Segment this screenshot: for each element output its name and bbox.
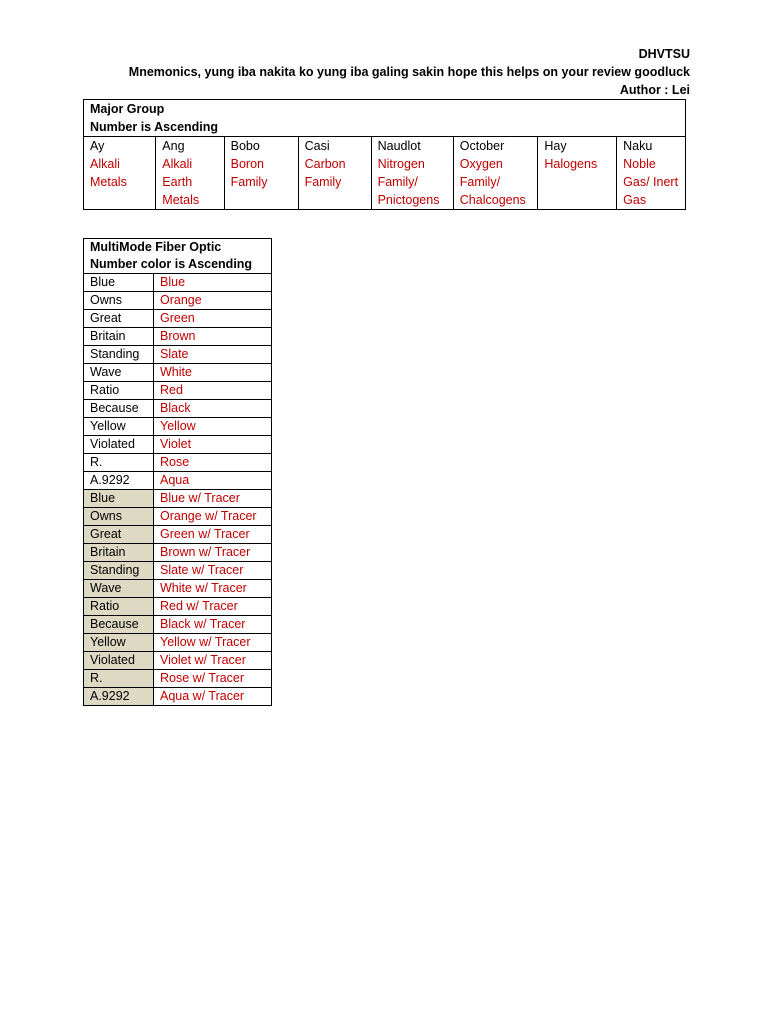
- fiber-row: [84, 598, 272, 616]
- fiber-color: Slate w/ Tracer: [154, 562, 272, 580]
- fiber-word: Britain: [84, 544, 154, 562]
- fiber-row: [84, 274, 272, 292]
- fiber-row: [84, 634, 272, 652]
- fiber-color: Red: [154, 382, 272, 400]
- fiber-color: Green: [154, 310, 272, 328]
- fiber-optic-table: [83, 238, 272, 706]
- fiber-color: Red w/ Tracer: [154, 598, 272, 616]
- group-word: Casi: [298, 137, 371, 156]
- fiber-color: Brown: [154, 328, 272, 346]
- fiber-word: Violated: [84, 652, 154, 670]
- author-line: Author : Lei: [619, 83, 690, 97]
- fiber-row: [84, 346, 272, 364]
- fiber-color: Rose w/ Tracer: [154, 670, 272, 688]
- major-group-title: Major Group: [84, 100, 686, 119]
- group-meaning: Noble Gas/ Inert Gas: [617, 155, 686, 210]
- group-meaning: Halogens: [538, 155, 617, 210]
- major-group-table: [83, 99, 686, 210]
- fiber-word: A.9292: [84, 472, 154, 490]
- group-meaning: Carbon Family: [298, 155, 371, 210]
- fiber-row: [84, 364, 272, 382]
- fiber-color: Brown w/ Tracer: [154, 544, 272, 562]
- group-word: Bobo: [224, 137, 298, 156]
- fiber-color: Yellow w/ Tracer: [154, 634, 272, 652]
- fiber-color: Orange: [154, 292, 272, 310]
- group-meaning: Boron Family: [224, 155, 298, 210]
- group-word: Naudlot: [371, 137, 453, 156]
- fiber-word: Ratio: [84, 382, 154, 400]
- group-meaning: Alkali Earth Metals: [156, 155, 224, 210]
- fiber-row: [84, 418, 272, 436]
- fiber-row: [84, 580, 272, 598]
- fiber-row: [84, 328, 272, 346]
- fiber-word: Owns: [84, 292, 154, 310]
- fiber-word: A.9292: [84, 688, 154, 706]
- fiber-color: Orange w/ Tracer: [154, 508, 272, 526]
- fiber-color: Slate: [154, 346, 272, 364]
- fiber-row: [84, 544, 272, 562]
- fiber-optic-subtitle: Number color is Ascending: [84, 256, 272, 274]
- fiber-row: [84, 310, 272, 328]
- fiber-word: Yellow: [84, 634, 154, 652]
- major-group-subtitle: Number is Ascending: [84, 118, 686, 137]
- fiber-word: R.: [84, 670, 154, 688]
- fiber-color: Aqua w/ Tracer: [154, 688, 272, 706]
- group-word: Hay: [538, 137, 617, 156]
- fiber-word: Owns: [84, 508, 154, 526]
- group-word: Ang: [156, 137, 224, 156]
- fiber-word: Violated: [84, 436, 154, 454]
- fiber-color: White w/ Tracer: [154, 580, 272, 598]
- fiber-color: Aqua: [154, 472, 272, 490]
- group-meaning-row: [84, 155, 686, 210]
- fiber-word: Wave: [84, 580, 154, 598]
- fiber-color: White: [154, 364, 272, 382]
- fiber-row: [84, 508, 272, 526]
- fiber-color: Violet w/ Tracer: [154, 652, 272, 670]
- fiber-row: [84, 562, 272, 580]
- fiber-color: Black: [154, 400, 272, 418]
- fiber-word: Because: [84, 400, 154, 418]
- group-meaning: Oxygen Family/ Chalcogens: [453, 155, 538, 210]
- fiber-word: Britain: [84, 328, 154, 346]
- fiber-row: [84, 436, 272, 454]
- fiber-row: [84, 688, 272, 706]
- fiber-word: Yellow: [84, 418, 154, 436]
- fiber-row: [84, 292, 272, 310]
- fiber-color: Blue: [154, 274, 272, 292]
- org-name: DHVTSU: [638, 47, 690, 61]
- document-subtitle: Mnemonics, yung iba nakita ko yung iba galing sakin hope this helps on your review goodluck: [128, 65, 690, 79]
- group-word: Naku: [617, 137, 686, 156]
- group-word: Ay: [84, 137, 156, 156]
- fiber-word: Wave: [84, 364, 154, 382]
- fiber-row: [84, 670, 272, 688]
- fiber-row: [84, 454, 272, 472]
- fiber-word: Great: [84, 526, 154, 544]
- group-word: October: [453, 137, 538, 156]
- fiber-row: [84, 490, 272, 508]
- mnemonic-word-row: [84, 137, 686, 156]
- fiber-color: Green w/ Tracer: [154, 526, 272, 544]
- fiber-row: [84, 382, 272, 400]
- group-meaning: Nitrogen Family/ Pnictogens: [371, 155, 453, 210]
- fiber-word: Ratio: [84, 598, 154, 616]
- fiber-row: [84, 616, 272, 634]
- fiber-row: [84, 652, 272, 670]
- fiber-color: Yellow: [154, 418, 272, 436]
- group-meaning: Alkali Metals: [84, 155, 156, 210]
- fiber-word: R.: [84, 454, 154, 472]
- fiber-color: Blue w/ Tracer: [154, 490, 272, 508]
- fiber-word: Blue: [84, 490, 154, 508]
- fiber-color: Rose: [154, 454, 272, 472]
- fiber-word: Because: [84, 616, 154, 634]
- fiber-word: Standing: [84, 562, 154, 580]
- fiber-word: Standing: [84, 346, 154, 364]
- fiber-row: [84, 526, 272, 544]
- fiber-row: [84, 472, 272, 490]
- fiber-color: Black w/ Tracer: [154, 616, 272, 634]
- fiber-word: Blue: [84, 274, 154, 292]
- fiber-word: Great: [84, 310, 154, 328]
- fiber-optic-title: MultiMode Fiber Optic: [84, 239, 272, 257]
- fiber-color: Violet: [154, 436, 272, 454]
- fiber-row: [84, 400, 272, 418]
